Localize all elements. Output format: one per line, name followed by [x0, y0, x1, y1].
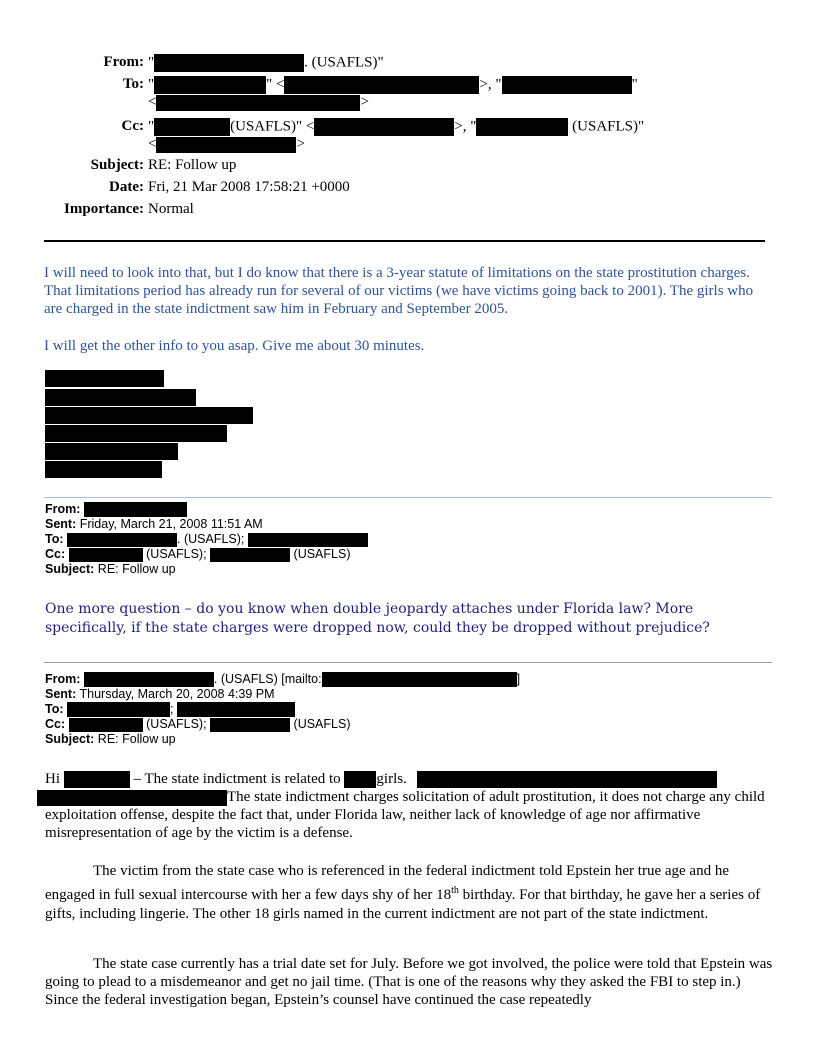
redaction [210, 718, 290, 732]
redaction [502, 76, 632, 94]
email3-sent: Sent: Thursday, March 20, 2008 4:39 PM [45, 687, 275, 702]
email3-subject: Subject: RE: Follow up [45, 732, 176, 747]
redaction [248, 533, 368, 547]
redaction [67, 702, 170, 717]
redaction [45, 443, 178, 460]
importance-label: Importance: [64, 201, 144, 217]
redaction [69, 548, 143, 562]
email2-subject: Subject: RE: Follow up [45, 562, 176, 577]
redaction [156, 95, 360, 111]
redaction [45, 425, 227, 442]
email3-body-para1: Hi – The state indictment is related to girls. The state indictment charges solicitation of adult prostitution, it does not charge any child exploitation offense, despite the fact that, under Florida law, neither lack of knowledge of age nor affirmative misrepresentation of age by the victim is a defense. [45, 770, 775, 842]
subject-label: Subject: [90, 157, 144, 173]
redaction [67, 533, 177, 547]
redaction [45, 370, 164, 387]
redaction [156, 137, 296, 153]
redaction [154, 76, 266, 94]
quote-divider-1 [44, 497, 772, 498]
redaction [37, 790, 227, 806]
redaction [154, 118, 230, 136]
to-label: To: [122, 76, 144, 92]
redaction [210, 548, 290, 562]
email3-from: From: . (USAFLS) [mailto: ] [45, 672, 521, 686]
email2-to: To: . (USAFLS); [45, 532, 775, 547]
redaction [417, 771, 717, 788]
quote-divider-2 [44, 662, 772, 663]
from-label: From: [103, 54, 144, 70]
redaction [45, 407, 253, 424]
importance-value: Normal [148, 201, 194, 217]
redaction [154, 54, 304, 72]
email2-cc: Cc: (USAFLS); (USAFLS) [45, 547, 351, 562]
email2-body: One more question – do you know when double jeopardy attaches under Florida law? More specifically, if the state charges were dropped now, could they be dropped without prejudice? [45, 601, 710, 636]
message-paragraph-1: I will need to look into that, but I do know that there is a 3-year statute of limitations on the state prostitution charges. That limitations period has already run for several of our victims (we have victims going back to 2001). The girls who are charged in the state indictment saw him in February and September 2005. [44, 265, 754, 317]
redaction [284, 76, 479, 94]
subject-value: RE: Follow up [148, 157, 237, 173]
redaction [64, 771, 130, 788]
email3-body-para2: The victim from the state case who is referenced in the federal indictment told Epstein her true age and he engaged in full sexual intercourse with her a few days shy of her 18th birthday. For that birthday, he gave her a series of gifts, including lingerie. The other 18 girls named in the current indictment are not part of the state indictment. [45, 863, 761, 922]
date-label: Date: [109, 179, 144, 195]
redaction [476, 118, 568, 136]
cc-value: " (USAFLS)" < >, " (USAFLS)" [148, 118, 645, 135]
to-value: " " < >, " " [148, 76, 638, 93]
redaction [69, 718, 143, 732]
redaction [344, 771, 376, 788]
redaction [45, 389, 196, 406]
email3-header [45, 672, 775, 747]
email2-from: From: [45, 502, 775, 517]
to-value-line2: < > [148, 94, 369, 110]
email3-to: To: ; [45, 702, 775, 717]
email2-sent: Sent: Friday, March 21, 2008 11:51 AM [45, 517, 263, 532]
redaction [314, 118, 454, 136]
date-value: Fri, 21 Mar 2008 17:58:21 +0000 [148, 179, 350, 195]
cc-value-line2: < > [148, 136, 305, 152]
redaction [177, 702, 295, 717]
header-divider [44, 240, 765, 242]
redaction [45, 461, 162, 478]
message-paragraph-2: I will get the other info to you asap. Give me about 30 minutes. [44, 338, 425, 354]
cc-label: Cc: [121, 118, 144, 134]
from-value: " . (USAFLS)" [148, 54, 384, 71]
redaction [84, 502, 187, 517]
email3-body-para3: The state case currently has a trial date set for July. Before we got involved, the police were told that Epstein was going to plead to a misdemeanor and get no jail time. (That is one of the reasons why they asked the FBI to step in.) Since the federal investigation began, Epstein’s counsel have continued the case repeatedly [45, 956, 773, 1008]
email2-header [45, 502, 775, 577]
email3-cc: Cc: (USAFLS); (USAFLS) [45, 717, 351, 732]
redaction [84, 672, 214, 687]
redaction [322, 672, 517, 687]
